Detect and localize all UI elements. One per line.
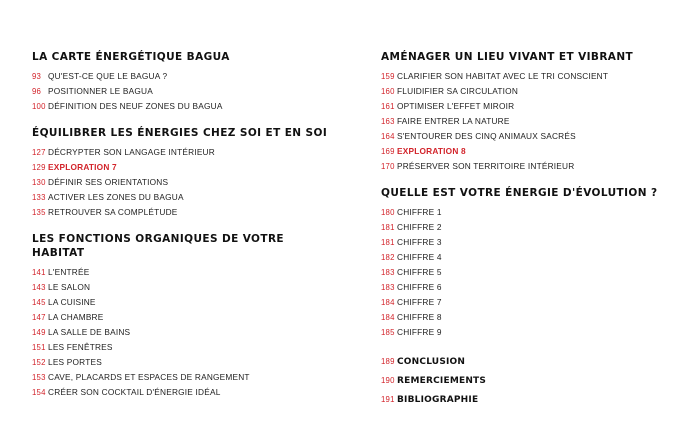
- toc-section: [32, 232, 332, 400]
- entry-label: DÉFINITION DES NEUF ZONES DU BAGUA: [48, 101, 223, 111]
- page-number: 181: [381, 223, 395, 232]
- toc-entry[interactable]: [381, 205, 681, 220]
- entry-label: EXPLORATION 7: [48, 162, 117, 172]
- page-number: 149: [32, 328, 46, 337]
- page-number: 129: [32, 163, 46, 172]
- toc-section: [32, 50, 332, 114]
- toc-entry-exploration[interactable]: [381, 144, 681, 159]
- page-number: 152: [32, 358, 46, 367]
- page-number: 160: [381, 87, 395, 96]
- toc-entry[interactable]: [381, 114, 681, 129]
- entry-label: CHIFFRE 4: [397, 252, 442, 262]
- page-number: 100: [32, 102, 46, 111]
- toc-entry[interactable]: [381, 84, 681, 99]
- entry-label: CHIFFRE 9: [397, 327, 442, 337]
- toc-entry-exploration[interactable]: [32, 160, 332, 175]
- toc-entry[interactable]: [381, 129, 681, 144]
- toc-entry[interactable]: [32, 265, 332, 280]
- page-number: 143: [32, 283, 46, 292]
- entry-label: LA CHAMBRE: [48, 312, 104, 322]
- entry-label: ACTIVER LES ZONES DU BAGUA: [48, 192, 184, 202]
- entry-label: S'ENTOURER DES CINQ ANIMAUX SACRÉS: [397, 131, 576, 141]
- entry-label: CHIFFRE 2: [397, 222, 442, 232]
- page-number: 180: [381, 208, 395, 217]
- entry-label: FAIRE ENTRER LA NATURE: [397, 116, 510, 126]
- page-number: 151: [32, 343, 46, 352]
- section-title: LES FONCTIONS ORGANIQUES DE VOTRE HABITAT: [32, 233, 284, 259]
- page-number: 130: [32, 178, 46, 187]
- page-number: 183: [381, 283, 395, 292]
- entry-label: REMERCIEMENTS: [397, 376, 487, 386]
- page-number: 147: [32, 313, 46, 322]
- page-number: 163: [381, 117, 395, 126]
- page-number: 135: [32, 208, 46, 217]
- toc-entry[interactable]: [381, 159, 681, 174]
- page-number: 185: [381, 328, 395, 337]
- entry-label: CLARIFIER SON HABITAT AVEC LE TRI CONSCIENT: [397, 71, 609, 81]
- page-number: 153: [32, 373, 46, 382]
- section-title: LA CARTE ÉNERGÉTIQUE BAGUA: [32, 51, 230, 63]
- page-number: 182: [381, 253, 395, 262]
- toc-section: [32, 126, 332, 220]
- toc-entry[interactable]: [32, 99, 332, 114]
- entry-label: CHIFFRE 3: [397, 237, 442, 247]
- section-title: ÉQUILIBRER LES ÉNERGIES CHEZ SOI ET EN SOI: [32, 127, 328, 139]
- toc-entry[interactable]: [381, 280, 681, 295]
- page-number: 93: [32, 72, 42, 81]
- entry-label: CRÉER SON COCKTAIL D'ÉNERGIE IDÉAL: [48, 387, 221, 397]
- page-number: 127: [32, 148, 46, 157]
- toc-entry[interactable]: [32, 295, 332, 310]
- page-number: 159: [381, 72, 395, 81]
- toc-entry[interactable]: [32, 370, 332, 385]
- toc-entry[interactable]: [32, 205, 332, 220]
- page-number: 184: [381, 298, 395, 307]
- toc-entry[interactable]: [381, 325, 681, 340]
- section-title: AMÉNAGER UN LIEU VIVANT ET VIBRANT: [381, 51, 634, 63]
- page-number: 170: [381, 162, 395, 171]
- entry-label: QU'EST-CE QUE LE BAGUA ?: [48, 71, 168, 81]
- page-number: 154: [32, 388, 46, 397]
- page-number: 191: [381, 395, 395, 404]
- toc-section: [381, 50, 681, 174]
- page-number: 164: [381, 132, 395, 141]
- toc-entry[interactable]: [381, 310, 681, 325]
- page-number: 181: [381, 238, 395, 247]
- toc-entry[interactable]: [32, 310, 332, 325]
- toc-entry[interactable]: [381, 220, 681, 235]
- toc-final-section: [381, 352, 681, 409]
- section-title: QUELLE EST VOTRE ÉNERGIE D'ÉVOLUTION ?: [381, 187, 658, 199]
- toc-entry[interactable]: [32, 84, 332, 99]
- toc-entry-conclusion[interactable]: [381, 352, 681, 371]
- entry-label: LA CUISINE: [48, 297, 96, 307]
- page-number: 183: [381, 268, 395, 277]
- toc-entry[interactable]: [381, 235, 681, 250]
- entry-label: CHIFFRE 8: [397, 312, 442, 322]
- entry-label: CHIFFRE 6: [397, 282, 442, 292]
- entry-label: L'ENTRÉE: [48, 267, 90, 277]
- toc-entry[interactable]: [32, 190, 332, 205]
- toc-entry[interactable]: [32, 145, 332, 160]
- toc-entry[interactable]: [32, 280, 332, 295]
- entry-label: CONCLUSION: [397, 357, 466, 367]
- page-number: 133: [32, 193, 46, 202]
- entry-label: RETROUVER SA COMPLÉTUDE: [48, 207, 178, 217]
- toc-left-column: [32, 50, 332, 412]
- toc-entry[interactable]: [32, 175, 332, 190]
- page-number: 96: [32, 87, 42, 96]
- entry-label: LE SALON: [48, 282, 91, 292]
- entry-label: LES PORTES: [48, 357, 102, 367]
- entry-label: LES FENÊTRES: [48, 342, 113, 352]
- page-number: 141: [32, 268, 46, 277]
- entry-label: FLUIDIFIER SA CIRCULATION: [397, 86, 519, 96]
- toc-entry[interactable]: [381, 265, 681, 280]
- toc-right-column: [381, 50, 681, 409]
- toc-entry[interactable]: [381, 250, 681, 265]
- page-number: 169: [381, 147, 395, 156]
- toc-section: [381, 186, 681, 340]
- toc-entry[interactable]: [32, 385, 332, 400]
- entry-label: DÉCRYPTER SON LANGAGE INTÉRIEUR: [48, 147, 215, 157]
- toc-entry[interactable]: [32, 325, 332, 340]
- page-number: 161: [381, 102, 395, 111]
- toc-entry[interactable]: [32, 340, 332, 355]
- page-number: 145: [32, 298, 46, 307]
- page-number: 190: [381, 376, 395, 385]
- entry-label: LA SALLE DE BAINS: [48, 327, 131, 337]
- toc-entry[interactable]: [32, 355, 332, 370]
- page-number: 189: [381, 357, 395, 366]
- entry-label: DÉFINIR SES ORIENTATIONS: [48, 177, 169, 187]
- entry-label: BIBLIOGRAPHIE: [397, 395, 479, 405]
- entry-label: CHIFFRE 1: [397, 207, 442, 217]
- toc-entry-bibliographie[interactable]: [381, 390, 681, 409]
- toc-entry[interactable]: [32, 69, 332, 84]
- entry-label: POSITIONNER LE BAGUA: [48, 86, 153, 96]
- toc-entry-remerciements[interactable]: [381, 371, 681, 390]
- page-number: 184: [381, 313, 395, 322]
- entry-label: OPTIMISER L'EFFET MIROIR: [397, 101, 515, 111]
- entry-label: EXPLORATION 8: [397, 146, 466, 156]
- toc-entry[interactable]: [381, 295, 681, 310]
- entry-label: CHIFFRE 7: [397, 297, 442, 307]
- entry-label: CHIFFRE 5: [397, 267, 442, 277]
- toc-entry[interactable]: [381, 99, 681, 114]
- entry-label: PRÉSERVER SON TERRITOIRE INTÉRIEUR: [397, 161, 575, 171]
- toc-entry[interactable]: [381, 69, 681, 84]
- entry-label: CAVE, PLACARDS ET ESPACES DE RANGEMENT: [48, 372, 250, 382]
